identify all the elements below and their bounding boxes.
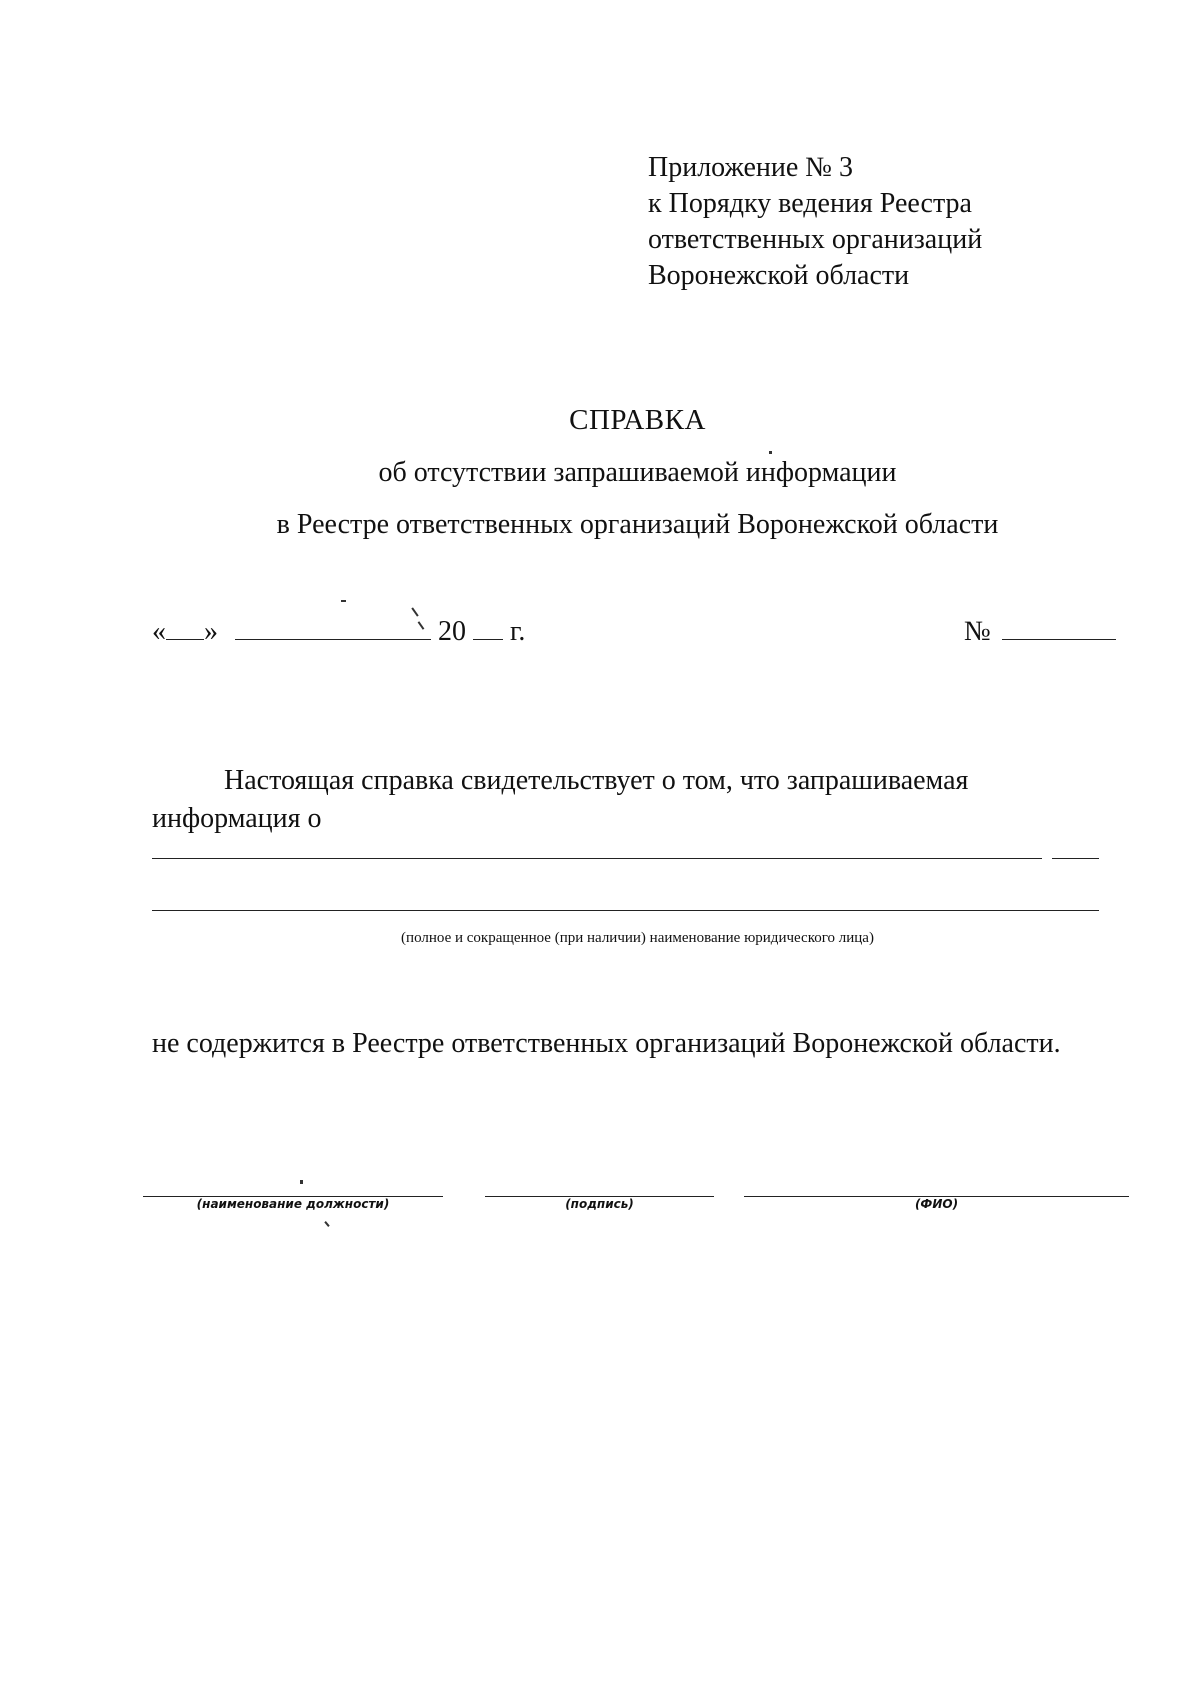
name-caption: (ФИО) xyxy=(914,1197,959,1211)
document-number-field xyxy=(964,613,1116,648)
signature-caption: (подпись) xyxy=(565,1197,634,1211)
year-blank xyxy=(473,613,503,640)
body-line2: информация о xyxy=(152,803,322,834)
appendix-number: Приложение № 3 xyxy=(648,152,853,183)
year-suffix: г. xyxy=(510,616,526,647)
scan-speck xyxy=(769,451,772,454)
number-label: № xyxy=(964,616,991,647)
fill-line-1 xyxy=(152,858,1042,859)
legal-entity-caption: (полное и сокращенное (при наличии) наименование юридического лица) xyxy=(401,930,874,946)
body-line1: Настоящая справка свидетельствует о том, что запрашиваемая xyxy=(224,765,969,796)
appendix-reference: к Порядку ведения Реестра xyxy=(648,188,972,219)
fill-line-2 xyxy=(152,910,1099,911)
document-subtitle-line1: об отсутствии запрашиваемой информации xyxy=(378,457,897,488)
date-close-quote: » xyxy=(204,616,218,647)
body-paragraph xyxy=(152,762,1072,838)
date-open-quote: « xyxy=(152,616,166,647)
day-blank xyxy=(166,613,204,640)
document-subtitle-line2: в Реестре ответственных организаций Воронежской области xyxy=(276,509,999,540)
month-blank xyxy=(235,613,431,640)
fill-line-1-tail xyxy=(1052,858,1099,859)
appendix-region: Воронежской области xyxy=(648,260,910,291)
year-prefix: 20 xyxy=(438,616,466,647)
document-title: СПРАВКА xyxy=(569,404,706,436)
position-caption: (наименование должности) xyxy=(196,1197,390,1211)
scan-speck xyxy=(300,1180,303,1184)
conclusion-text: не содержится в Реестре ответственных организаций Воронежской области. xyxy=(152,1028,1061,1059)
scan-speck xyxy=(324,1221,329,1227)
scan-speck xyxy=(341,600,346,602)
appendix-header xyxy=(648,150,982,294)
date-field xyxy=(152,613,525,648)
number-blank xyxy=(1002,613,1116,640)
appendix-reference-cont: ответственных организаций xyxy=(648,224,983,255)
